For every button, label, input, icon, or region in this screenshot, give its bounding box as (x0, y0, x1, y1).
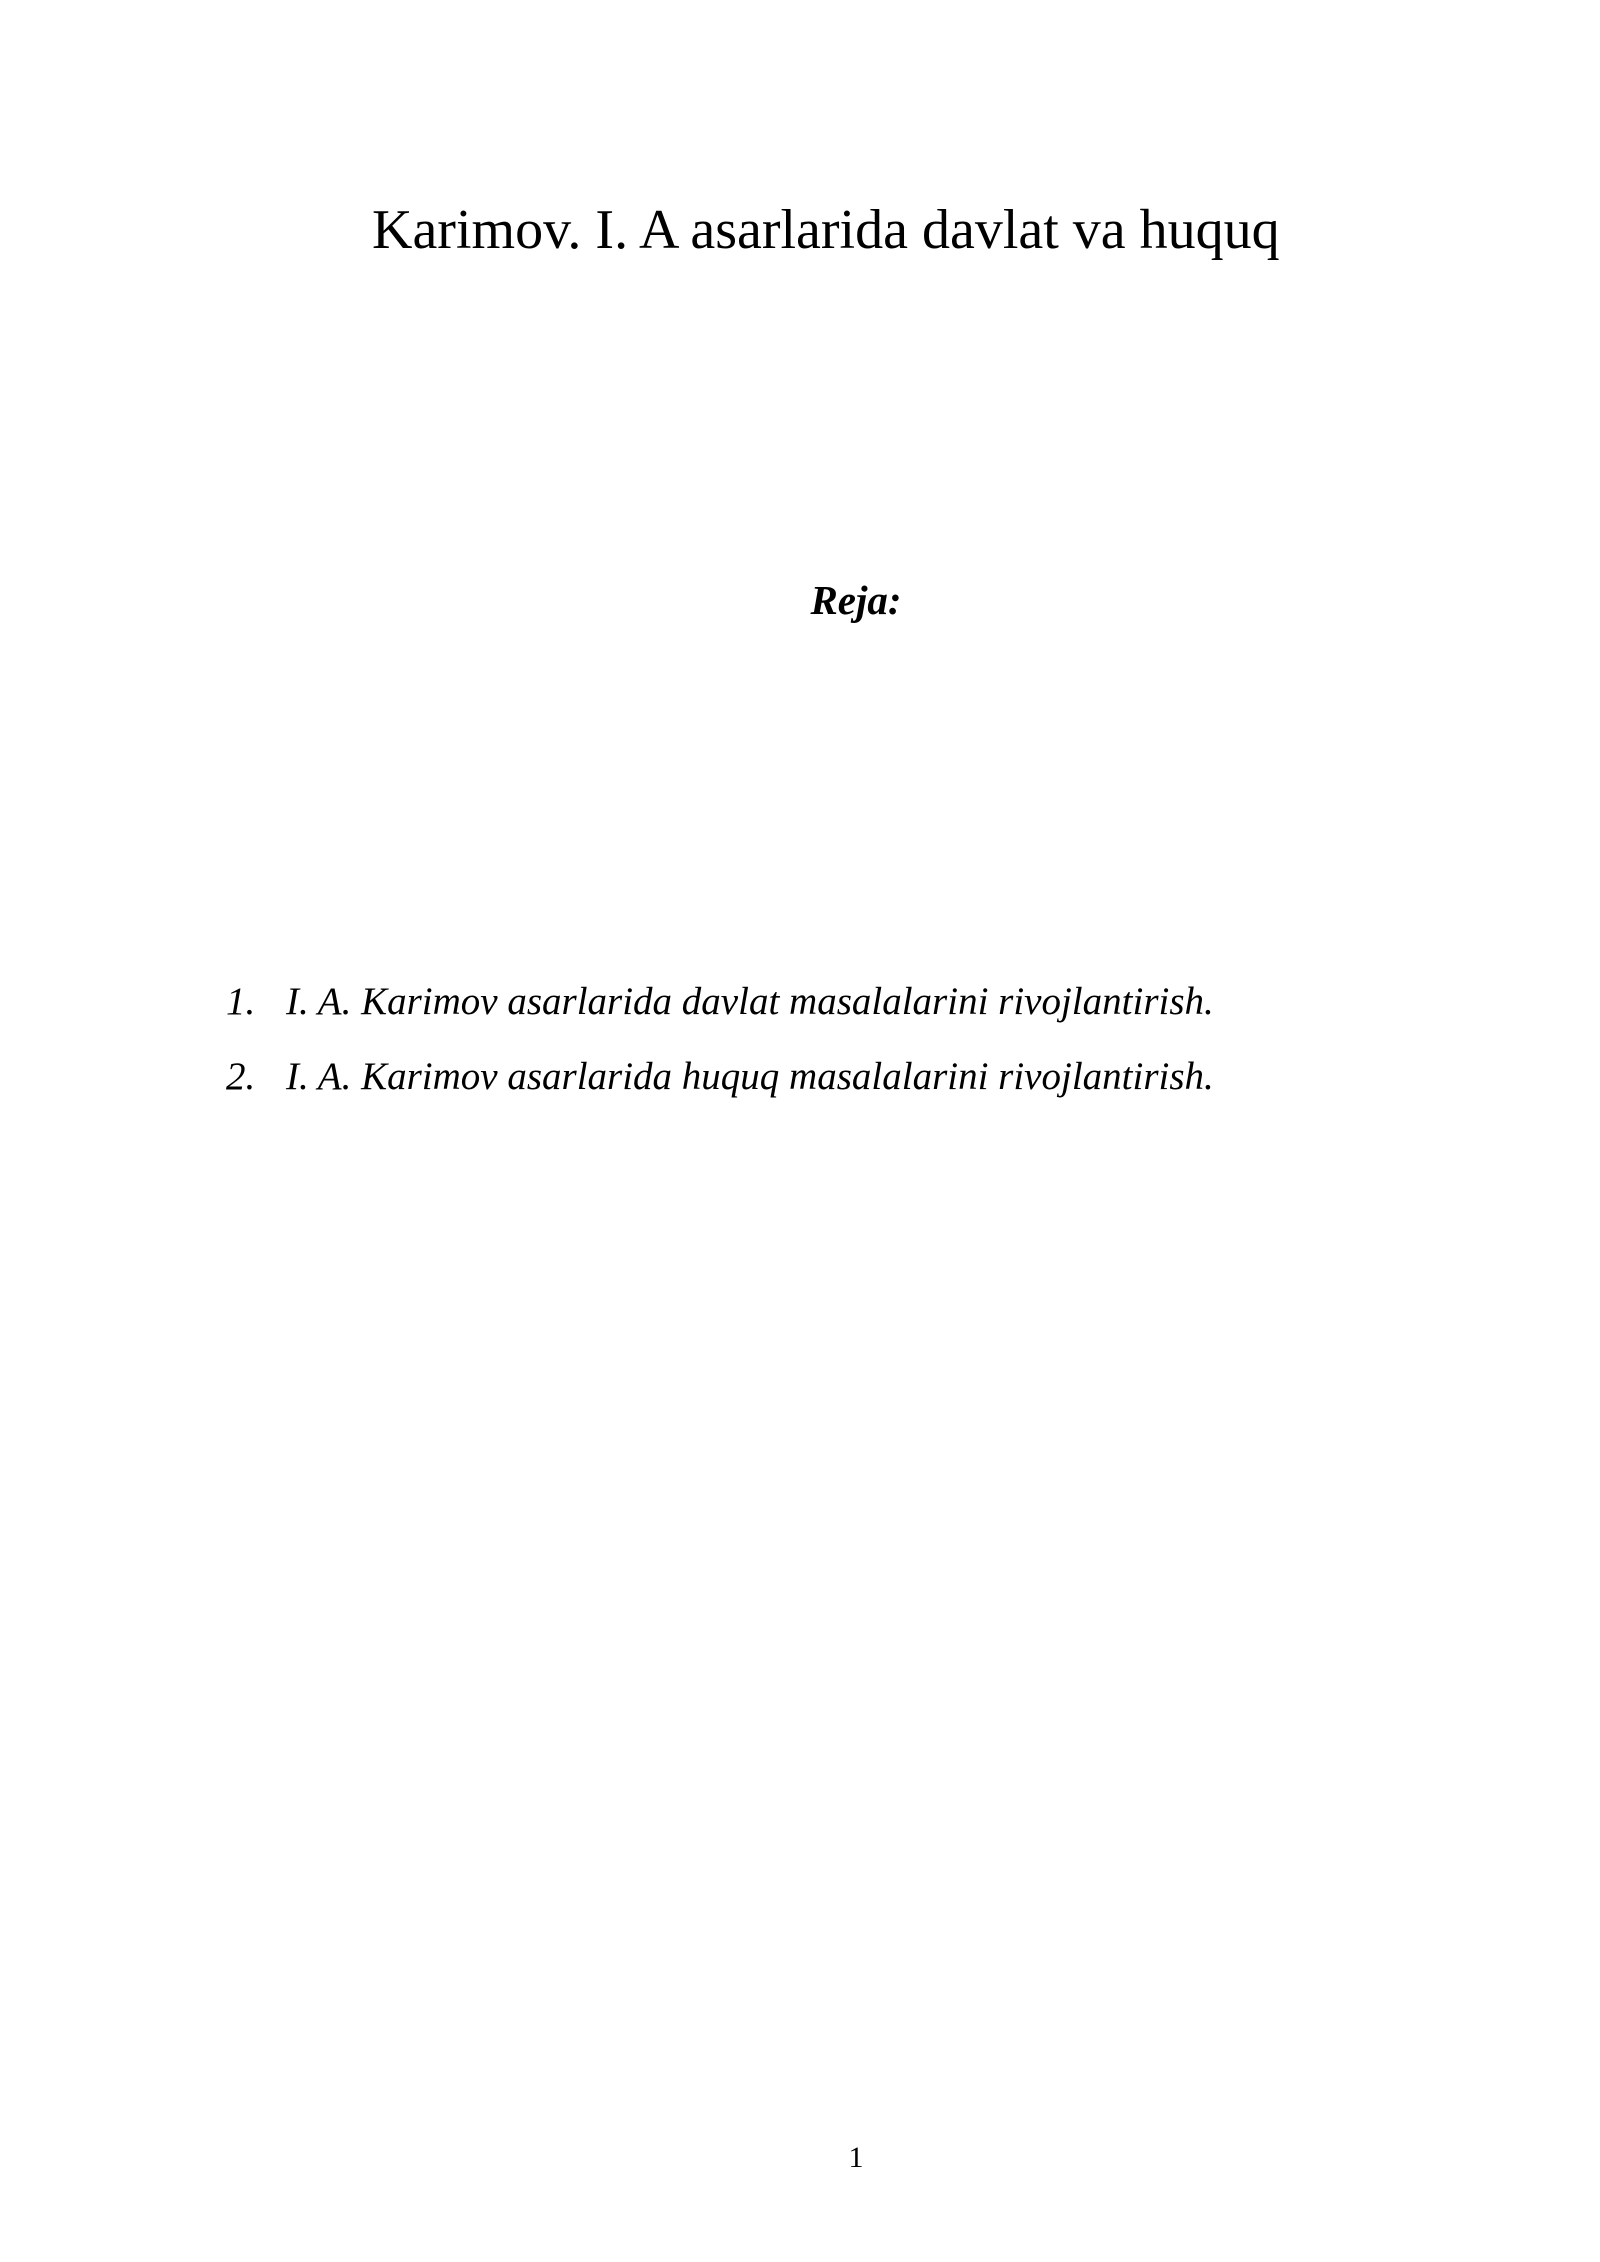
plan-item-text: I. A. Karimov asarlarida davlat masalalarini rivojlantirish. (286, 980, 1214, 1023)
plan-item-text: I. A. Karimov asarlarida huquq masalalarini rivojlantirish. (286, 1055, 1214, 1098)
plan-list (226, 964, 1214, 1114)
page-number: 1 (848, 2141, 864, 2174)
plan-item-number: 1. (226, 980, 256, 1023)
document-title: Karimov. I. A asarlarida davlat va huquq (372, 199, 1280, 261)
plan-item-number: 2. (226, 1055, 256, 1098)
plan-heading: Reja: (810, 577, 902, 623)
plan-item-2 (226, 1039, 1214, 1114)
plan-item-1 (226, 964, 1214, 1039)
